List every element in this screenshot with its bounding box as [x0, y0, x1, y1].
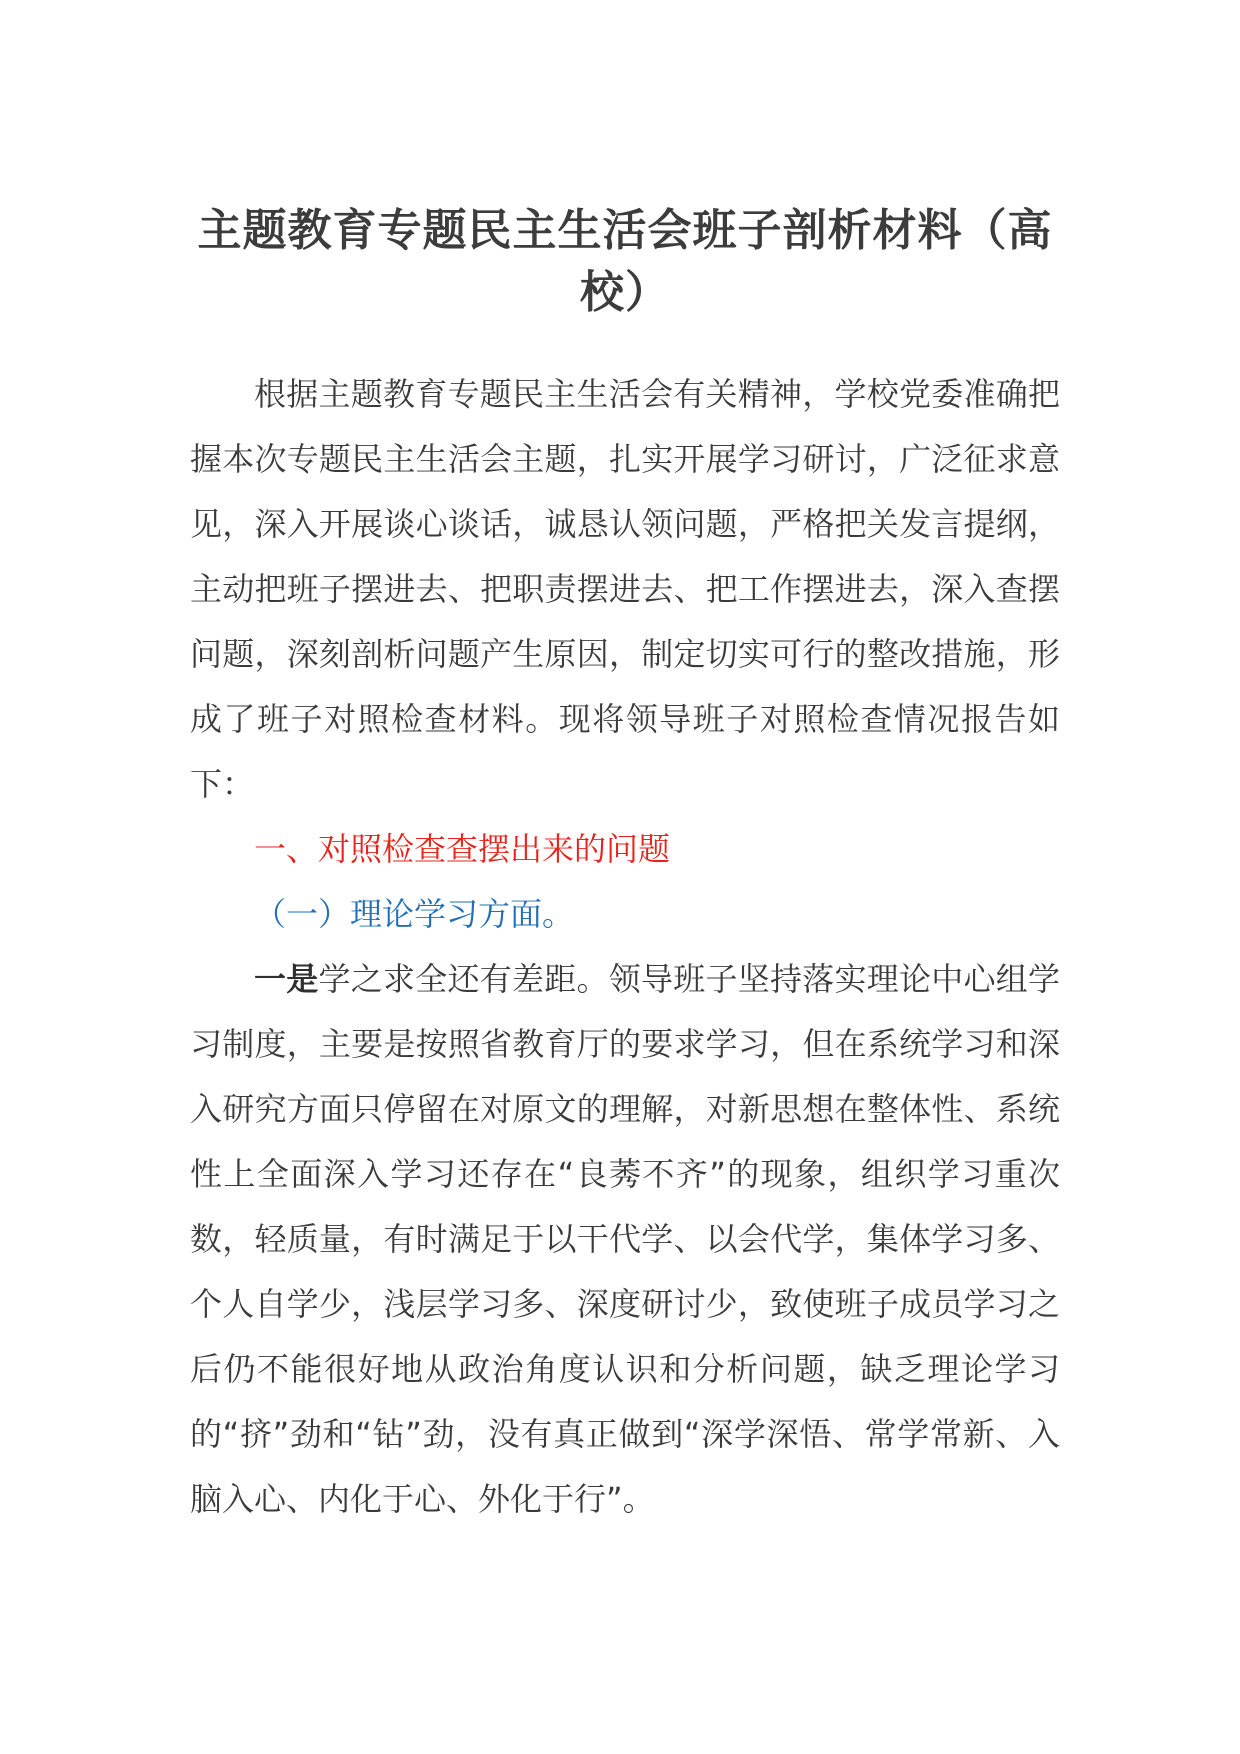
point-lead: 一是 — [254, 960, 319, 998]
point-paragraph — [190, 947, 1060, 1532]
intro-paragraph: 根据主题教育专题民主生活会有关精神，学校党委准确把握本次专题民主生活会主题，扎实开展学习研讨，广泛征求意见，深入开展谈心谈话，诚恳认领问题，严格把关发言提纲，主动把班子摆进去、把职责摆进去、把工作摆进去，深入查摆问题，深刻剖析问题产生原因，制定切实可行的整改措施，形成了班子对照检查材料。现将领导班子对照检查情况报告如下： — [190, 375, 1060, 803]
subsection-heading: （一）理论学习方面。 — [254, 895, 575, 933]
document-title: 主题教育专题民主生活会班子剖析材料（高校） — [197, 205, 1053, 318]
section-heading: 一、对照检查查摆出来的问题 — [254, 830, 671, 868]
point-text: 学之求全还有差距。领导班子坚持落实理论中心组学习制度，主要是按照省教育厅的要求学习，但在系统学习和深入研究方面只停留在对原文的理解，对新思想在整体性、系统性上全面深入学习还存在“良莠不齐”的现象，组织学习重次数，轻质量，有时满足于以干代学、以会代学，集体学习多、个人自学少，浅层学习多、深度研讨少，致使班子成员学习之后仍不能很好地从政治角度认识和分析问题，缺乏理论学习的“挤”劲和“钻”劲，没有真正做到“深学深悟、常学常新、入脑入心、内化于心、外化于行”。 — [190, 960, 1060, 1518]
document-body — [190, 362, 1060, 1532]
